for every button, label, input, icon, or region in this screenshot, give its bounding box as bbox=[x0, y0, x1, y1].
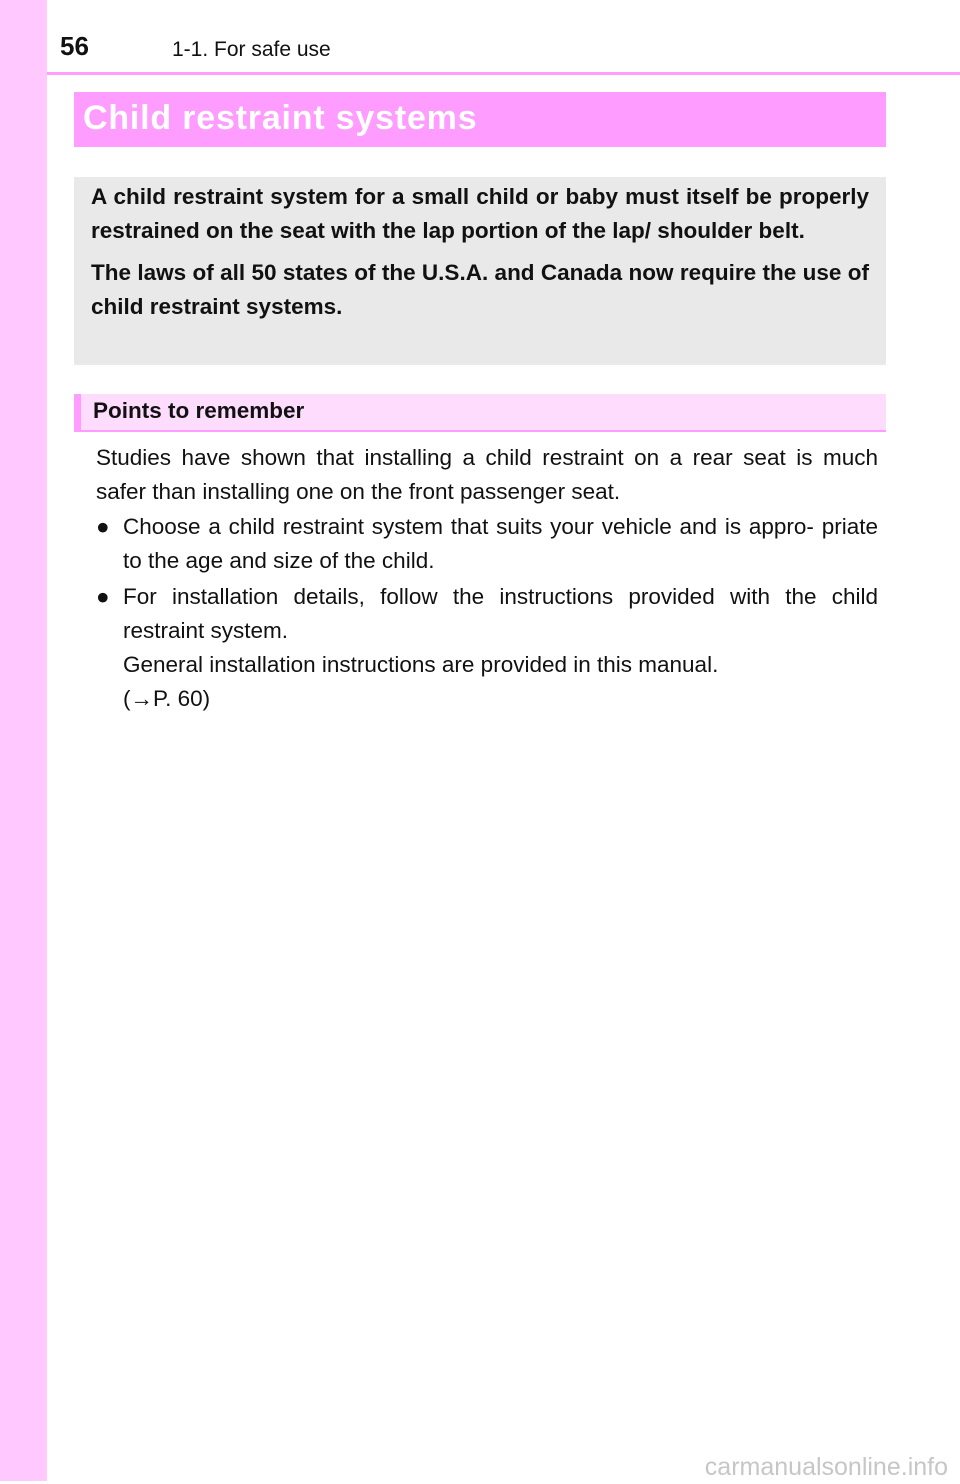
points-body bbox=[96, 441, 878, 716]
header-divider bbox=[47, 72, 960, 75]
page-title: Child restraint systems bbox=[83, 99, 478, 137]
bullet-item bbox=[96, 510, 878, 578]
watermark: carmanualsonline.info bbox=[704, 1453, 948, 1481]
bullet-item bbox=[96, 580, 878, 716]
page-number: 56 bbox=[60, 31, 89, 61]
points-lead-paragraph: Studies have shown that installing a child restraint on a rear seat is much safer than installing one on the front passenger seat. bbox=[96, 445, 878, 504]
bullet-text: For installation details, follow the instructions provided with the child restraint system. bbox=[123, 584, 878, 643]
page-reference-link[interactable]: (→P. 60) bbox=[123, 686, 211, 711]
section-label: 1-1. For safe use bbox=[172, 38, 331, 61]
bullet-text: Choose a child restraint system that suits your vehicle and is appro- priate to the age and size of the child. bbox=[123, 514, 878, 573]
bullet-icon: ● bbox=[96, 584, 110, 609]
bullet-icon: ● bbox=[96, 514, 110, 539]
points-heading-bar bbox=[74, 394, 886, 432]
bullet-note: General installation instructions are provided in this manual. bbox=[123, 652, 719, 677]
points-heading: Points to remember bbox=[93, 398, 305, 423]
page-reference-line bbox=[123, 682, 878, 716]
intro-paragraph: A child restraint system for a small child or baby must itself be properly restrained on the seat with the lap portion of the lap/ shoulder belt. bbox=[91, 184, 869, 243]
intro-paragraph: The laws of all 50 states of the U.S.A. and Canada now require the use of child restraint systems. bbox=[91, 260, 869, 319]
intro-box bbox=[74, 177, 886, 365]
title-banner bbox=[74, 92, 886, 147]
page-side-strip bbox=[0, 0, 47, 1481]
